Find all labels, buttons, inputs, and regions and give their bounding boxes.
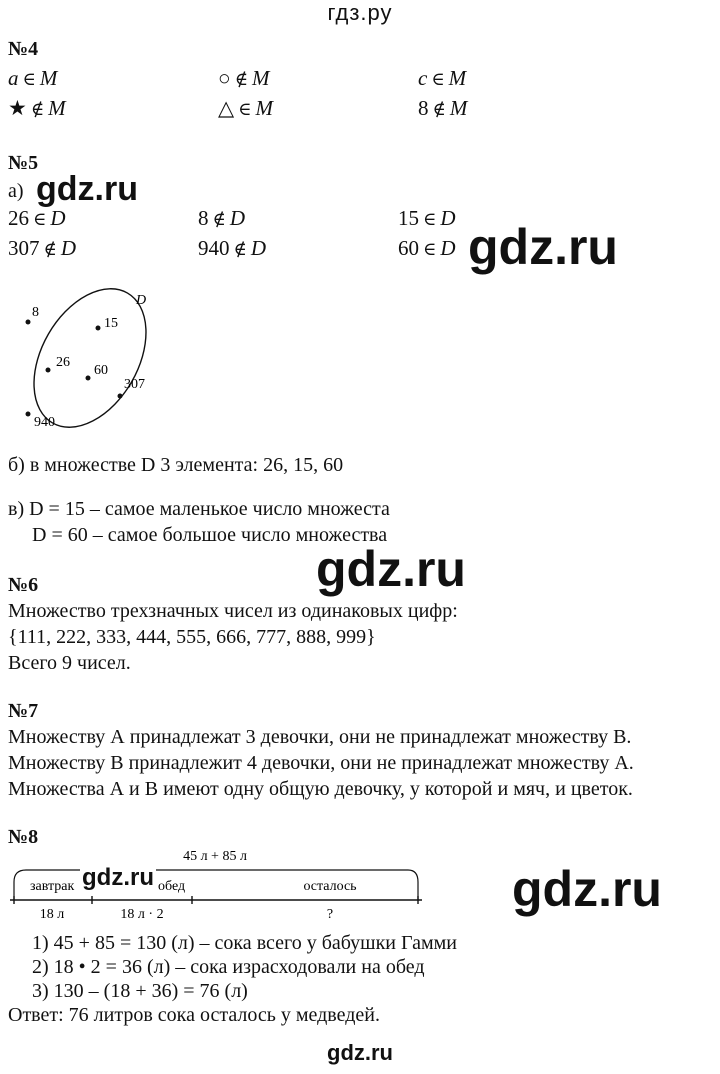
total-label: 45 л + 85 л bbox=[183, 849, 247, 864]
task8-segment-diagram bbox=[0, 842, 430, 922]
task6-line: Множество трехзначных чисел из одинаковых цифр: bbox=[8, 600, 458, 622]
point-15 bbox=[96, 326, 101, 331]
task5-part-b: б) в множестве D 3 элемента: 26, 15, 60 bbox=[8, 454, 344, 476]
task8-answer: Ответ: 76 литров сока осталось у медведей. bbox=[8, 1004, 380, 1026]
task4-heading: №4 bbox=[8, 38, 39, 60]
watermark: gdz.ru bbox=[468, 219, 618, 275]
amount-breakfast: 18 л bbox=[39, 907, 65, 922]
task5-part-v-line2: D = 60 – самое большое число множества bbox=[32, 524, 388, 546]
watermark: gdz.ru bbox=[36, 170, 138, 208]
task4-item-triangle: △ ∈ M bbox=[218, 96, 273, 120]
task4-item-a: a ∈ M bbox=[8, 66, 58, 90]
task4-item-c: c ∈ M bbox=[418, 66, 467, 90]
task5-item: 8 ∉ D bbox=[198, 206, 245, 230]
task6-line: {111, 222, 333, 444, 555, 666, 777, 888, 999} bbox=[8, 626, 376, 648]
task5-part-a-label: а) bbox=[8, 180, 24, 202]
task5-item: 26 ∈ D bbox=[8, 206, 66, 230]
point-307 bbox=[118, 394, 123, 399]
amount-lunch: 18 л · 2 bbox=[120, 907, 164, 922]
site-title: гдз.ру bbox=[327, 0, 393, 25]
task5-item: 307 ∉ D bbox=[8, 236, 76, 260]
point-307-label: 307 bbox=[124, 377, 145, 392]
point-60 bbox=[86, 376, 91, 381]
point-8-label: 8 bbox=[32, 305, 39, 320]
point-940-label: 940 bbox=[34, 415, 55, 430]
task8-heading: №8 bbox=[8, 826, 39, 848]
total-brace bbox=[14, 870, 418, 900]
triangle-icon: △ bbox=[218, 96, 235, 120]
segment-remaining-label: осталось bbox=[303, 879, 357, 894]
segment-lunch-label: обед bbox=[158, 879, 186, 894]
task6-heading: №6 bbox=[8, 574, 39, 596]
point-15-label: 15 bbox=[104, 316, 118, 331]
task4-item-star: ★ ∉ M bbox=[8, 96, 66, 120]
task4-item-circle: ○ ∉ M bbox=[218, 66, 270, 90]
task7-heading: №7 bbox=[8, 700, 39, 722]
task8-step: 3) 130 – (18 + 36) = 76 (л) bbox=[32, 980, 248, 1002]
task8-step: 1) 45 + 85 = 130 (л) – сока всего у бабушки Гамми bbox=[32, 932, 457, 954]
task5-part-v-line1: в) D = 15 – самое маленькое число множеста bbox=[8, 498, 390, 520]
task6-line: Всего 9 чисел. bbox=[8, 652, 131, 674]
task7-line: Множества А и В имеют одну общую девочку, у которой и мяч, и цветок. bbox=[8, 778, 633, 800]
point-940 bbox=[26, 412, 31, 417]
site-footer: gdz.ru bbox=[327, 1040, 393, 1065]
task5-item: 940 ∉ D bbox=[198, 236, 266, 260]
set-d-diagram bbox=[0, 280, 180, 440]
watermark: gdz.ru bbox=[316, 541, 466, 597]
task5-heading: №5 bbox=[8, 152, 39, 174]
task8-step: 2) 18 • 2 = 36 (л) – сока израсходовали на обед bbox=[32, 956, 425, 978]
point-26-label: 26 bbox=[56, 355, 70, 370]
watermark: gdz.ru bbox=[512, 861, 662, 917]
task7-line: Множеству А принадлежат 3 девочки, они не принадлежат множеству В. bbox=[8, 726, 632, 748]
task4-item-8: 8 ∉ M bbox=[418, 96, 468, 120]
point-60-label: 60 bbox=[94, 363, 108, 378]
amount-remaining: ? bbox=[326, 907, 334, 922]
segment-breakfast-label: завтрак bbox=[30, 879, 75, 894]
set-d-label: D bbox=[136, 293, 147, 308]
point-8 bbox=[26, 320, 31, 325]
point-26 bbox=[46, 368, 51, 373]
star-icon: ★ bbox=[8, 96, 27, 120]
task7-line: Множеству В принадлежит 4 девочки, они не принадлежат множеству А. bbox=[8, 752, 634, 774]
watermark: gdz.ru bbox=[82, 864, 154, 891]
task5-item: 60 ∈ D bbox=[398, 236, 456, 260]
task5-item: 15 ∈ D bbox=[398, 206, 456, 230]
